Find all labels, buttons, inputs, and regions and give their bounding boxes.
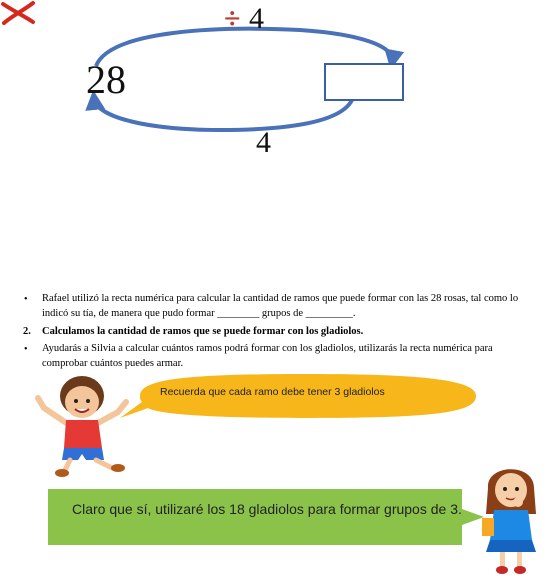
bullet-icon: • — [24, 344, 28, 355]
boy-illustration — [30, 368, 140, 478]
bullet3-line1: Ayudarás a Silvia a calcular cuántos ramos podrá formar con los gladiolos, utilizarás la recta numérica para — [42, 343, 493, 354]
green-speech-bubble — [46, 487, 486, 547]
start-value: 28 — [86, 57, 126, 102]
multiply-arrow — [94, 98, 352, 130]
divide-icon: ÷ — [224, 2, 241, 35]
item2-text: Calculamos la cantidad de ramos que se puede formar con los gladiolos. — [42, 326, 364, 337]
yellow-bubble-text: Recuerda que cada ramo debe tener 3 gladiolos — [160, 386, 385, 398]
divisor-value: 4 — [249, 2, 264, 35]
operation-cycle-diagram — [0, 0, 549, 170]
bullet-icon: • — [24, 294, 28, 305]
bullet1-line2: indicó su tía, de manera que pudo formar ________ grupos de _________. — [42, 308, 356, 319]
multiplier-value: 4 — [256, 126, 271, 159]
bullet3-line2: comprobar cuántos puedes armar. — [42, 358, 184, 369]
green-bubble-text: Claro que sí, utilizaré los 18 gladiolos para formar grupos de 3. — [72, 501, 462, 517]
divide-arrow — [96, 29, 392, 66]
result-box[interactable] — [324, 63, 404, 101]
bullet1-line1: Rafael utilizó la recta numérica para calcular la cantidad de ramos que puede formar con las 28 rosas, tal como lo — [42, 293, 519, 304]
girl-illustration — [474, 458, 549, 576]
item2-marker: 2. — [23, 326, 31, 337]
